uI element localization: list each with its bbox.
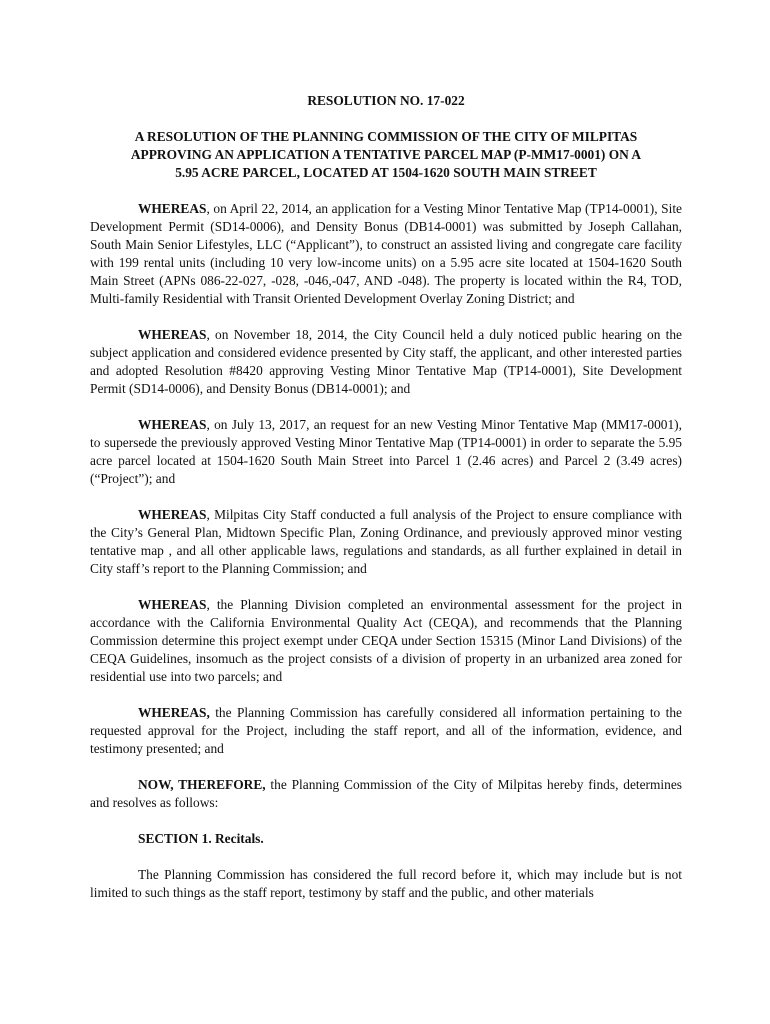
paragraph-text: , on April 22, 2014, an application for a Vesting Minor Tentative Map (TP14-0001), Site Development Permit (SD14-0006), and Density Bonus (DB14-0001) was submitted by Joseph Callahan, South Main Senior Lifestyles, LLC (“Applicant”), to construct an assisted living and congregate care facility with 199 rental units (including 10 very low-income units) on a 5.95 acre site located at 1504-1620 South Main Street (APNs 086-22-027, -028, -046,-047, AND -048). The property is located within the R4, TOD, Multi-family Residential with Transit Oriented Development Overlay Zoning District; and xyxy=(90,201,682,306)
paragraph-lead: WHEREAS xyxy=(138,417,207,432)
paragraph-text: the Planning Commission of the City of Milpitas hereby finds, determines and resolves as follows: xyxy=(90,777,682,810)
paragraph-text: , on July 13, 2017, an request for an new Vesting Minor Tentative Map (MM17-0001), to supersede the previously approved Vesting Minor Tentative Map (TP14-0001) in order to separate the 5.95 acre parcel located at 1504-1620 South Main Street into Parcel 1 (2.46 acres) and Parcel 2 (3.49 acres) (“Project”); and xyxy=(90,417,682,486)
paragraph-text: the Planning Commission has carefully considered all information pertaining to the requested approval for the Project, including the staff report, and all of the information, evidence, and testimony presented; and xyxy=(90,705,682,756)
paragraph-lead: WHEREAS xyxy=(138,327,207,342)
now-therefore-paragraph xyxy=(90,776,682,812)
paragraph-lead: WHEREAS xyxy=(138,201,207,216)
paragraph-text: , on November 18, 2014, the City Council held a duly noticed public hearing on the subject application and considered evidence presented by City staff, the applicant, and other interested parties and adopted Resolution #8420 approving Vesting Minor Tentative Map (TP14-0001), Site Development Permit (SD14-0006), and Density Bonus (DB14-0001); and xyxy=(90,327,682,396)
section-1-paragraph: The Planning Commission has considered the full record before it, which may include but is not limited to such things as the staff report, testimony by staff and the public, and other materials xyxy=(90,867,682,900)
paragraph-lead: WHEREAS xyxy=(138,507,207,522)
whereas-paragraph-1 xyxy=(90,200,682,308)
paragraph-text: , Milpitas City Staff conducted a full analysis of the Project to ensure compliance with the City’s General Plan, Midtown Specific Plan, Zoning Ordinance, and previously approved minor vesting tentative map , and all other applicable laws, regulations and standards, as all further explained in detail in City staff’s report to the Planning Commission; and xyxy=(90,507,682,576)
document-page xyxy=(90,92,682,920)
paragraph-lead: WHEREAS xyxy=(138,597,207,612)
whereas-paragraph-3 xyxy=(90,416,682,488)
paragraph-text: , the Planning Division completed an environmental assessment for the project in accordance with the California Environmental Quality Act (CEQA), and recommends that the Planning Commission determine this project exempt under CEQA under Section 15315 (Minor Land Divisions) of the CEQA Guidelines, insomuch as the project consists of a division of property in an urbanized area zoned for residential use into two parcels; and xyxy=(90,597,682,684)
whereas-paragraph-4 xyxy=(90,506,682,578)
whereas-paragraph-6 xyxy=(90,704,682,758)
resolution-number: RESOLUTION NO. 17-022 xyxy=(307,93,465,108)
whereas-paragraph-5 xyxy=(90,596,682,686)
whereas-paragraph-2 xyxy=(90,326,682,398)
section-1-heading: SECTION 1. Recitals. xyxy=(138,831,264,846)
resolution-title: A RESOLUTION OF THE PLANNING COMMISSION OF THE CITY OF MILPITAS APPROVING AN APPLICATION A TENTATIVE PARCEL MAP (P-MM17-0001) ON A 5.95 ACRE PARCEL, LOCATED AT 1504-1620 SOUTH MAIN STREET xyxy=(130,129,642,180)
paragraph-lead: WHEREAS, xyxy=(138,705,210,720)
paragraph-lead: NOW, THEREFORE, xyxy=(138,777,266,792)
